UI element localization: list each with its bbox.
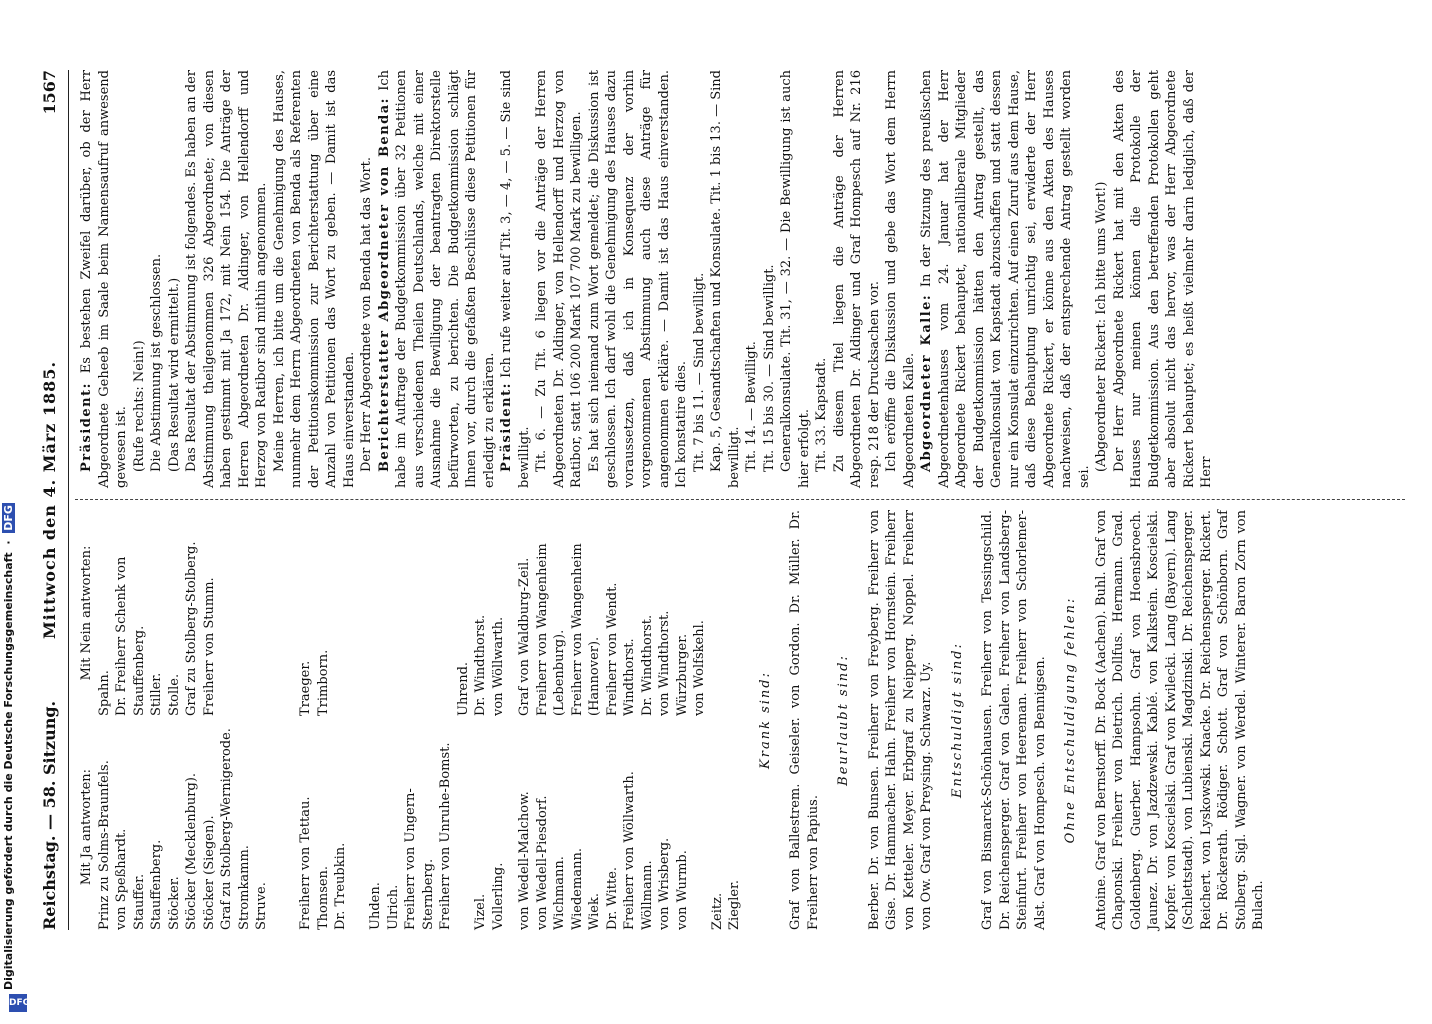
transcript-paragraph: [778, 70, 813, 488]
member-name: [218, 510, 236, 716]
member-name: [402, 510, 420, 716]
member-name: Stolle.: [166, 673, 182, 716]
leave-names: Berber. Dr. von Bunsen. Freiherr von Freyberg. Freiherr von Gise. Dr. Hammacher. Hahn. Freiherr von Hornstein. Freiherr von Ketteler. Meyer. Erbgraf zu Neipperg. Noppel. Freiherr von Ow. Graf von Preysing. Schwarz. Uy.: [866, 510, 934, 930]
member-name: Vizel.: [473, 893, 488, 930]
vote-list-c: [516, 510, 744, 930]
member-name: Uhrend.: [455, 661, 471, 716]
member-name: Stöcker (Siegen).: [201, 815, 217, 930]
leave-section: [835, 510, 936, 930]
member-name: Stiller.: [149, 672, 164, 716]
member-name: von Wurmb.: [674, 850, 690, 930]
member-name: Graf von Waldburg-Zeil.: [517, 557, 532, 716]
paragraph-text: Der Herr Abgeordnete Rickert hat mit den Akten des Hauses nur meinen können die Protokolle der Budgetkommission. Aus den betreffenden Protokollen geht aber absolut nicht das hervor, was der Herr Abgeordnete Rickert behauptet; es heißt vielmehr darin lediglich, daß der Herr: [1111, 70, 1214, 488]
member-name: Traeger.: [298, 660, 313, 716]
transcript-paragraph: [271, 70, 359, 488]
excused-section: [949, 510, 1050, 930]
member-name: Freiherr von Wöllwarth.: [622, 771, 637, 930]
footer-separator: ·: [2, 536, 15, 549]
page-number: 1567: [40, 70, 59, 115]
member-name: Dr. Windthorst.: [473, 614, 488, 716]
transcript-paragraph: [831, 70, 884, 488]
member-name: Trimborn.: [315, 649, 331, 716]
member-name: von Wolfskehl.: [692, 620, 707, 716]
yes-heading: Mit Ja antworten:: [79, 768, 94, 886]
member-name: Windthorst.: [622, 638, 637, 716]
member-name: Dr. Witte.: [604, 866, 620, 930]
yes-names-a: [96, 724, 271, 930]
no-names-c: [516, 510, 744, 716]
vote-list-a: [78, 510, 288, 930]
paragraph-text: Es bestehen Zweifel darüber, ob der Herr Abgeordnete Geheeb im Saale beim Namensaufruf anwesend gewesen ist.: [79, 70, 129, 488]
member-name: Stauffenberg.: [149, 839, 164, 930]
member-name: Vollerling.: [490, 862, 506, 930]
footer-bar: [6, 994, 1000, 1024]
paragraph-text: Das Resultat der Abstimmung ist folgendes. Es haben an der Abstimmung theilgenommen 326 Abgeordnete; von diesen haben gestimmt mit Ja 172, mit Nein 154. Die Anträge der Herren Abgeordneten Dr. Aldinger, von Hellendorff und Herzog von Ratibor sind mithin angenommen.: [184, 70, 269, 488]
member-name: Freiherr von Wendt.: [604, 582, 620, 716]
speaker-name: Präsident:: [499, 382, 514, 472]
yes-column-a: [78, 724, 288, 930]
member-name: Graf zu Stolberg-Stolberg.: [184, 541, 199, 716]
member-name: von Speßhardt.: [114, 828, 129, 930]
member-name: Freiherr von Ungern-Sternberg.: [403, 788, 436, 930]
speaker-name: Berichterstatter Abgeordneter von Benda:: [376, 97, 392, 472]
member-name: [271, 510, 289, 716]
member-name: Dr. Windthorst.: [639, 614, 655, 716]
transcript-paragraph: [78, 70, 131, 488]
member-name: Wichmann.: [552, 856, 567, 930]
transcript-paragraph: [533, 70, 586, 488]
member-name: Freiherr von Stumm.: [201, 577, 217, 716]
yes-names-c: [516, 724, 744, 930]
paragraph-text: Die Abstimmung ist geschlossen.: [149, 253, 164, 472]
member-name: Stauffer.: [131, 873, 147, 930]
member-name: [691, 724, 709, 930]
paragraph-text: Zu diesem Titel liegen die Anträge der Herren Abgeordneten Dr. Aldinger und Graf Hompesch auf Nr. 216 resp. 218 der Drucksachen vor.: [831, 70, 882, 488]
member-name: Uhden.: [368, 882, 383, 930]
transcript-paragraph: [586, 70, 691, 488]
member-name: [350, 510, 368, 716]
member-name: [420, 510, 438, 716]
transcript-paragraph: [743, 70, 761, 488]
debate-transcript: [78, 70, 1216, 488]
paragraph-text: Tit. 33. Kapstadt.: [814, 357, 829, 472]
speaker-name: Abgeordneter Kalle:: [919, 293, 934, 472]
paragraph-text: Ich habe im Auftrage der Budgetkommission über 32 Petitionen aus verschiedenen Theilen Deutschlands, welche mit einer Ausnahme die Bewilligung der beantragten Direktorstelle befürworten, zu berichten. Die Budgetkommission schlägt Ihnen vor, durch die gefaßten Beschlüsse diese Petitionen für erledigt zu erklären.: [376, 70, 497, 488]
no-names-a: [96, 510, 289, 716]
sick-section: [757, 510, 823, 930]
paragraph-text: Tit. 7 bis 11. — Sind bewilligt.: [691, 272, 707, 472]
transcript-paragraph: [883, 70, 918, 488]
absent-heading: Ohne Entschuldigung fehlen:: [1063, 596, 1078, 844]
member-name: Freiherr von Unruhe-Bomst.: [438, 742, 453, 930]
leave-heading: Beurlaubt sind:: [836, 654, 851, 786]
header-rule: [68, 70, 69, 930]
column-divider: [75, 498, 1405, 500]
footer-text: Digitalisierung gefördert durch die Deutsche Forschungsgemeinschaft: [2, 552, 15, 990]
paragraph-text: Kap. 5, Gesandtschaften und Konsulate. Tit. 1 bis 13. — Sind bewilligt.: [709, 70, 742, 488]
member-name: [437, 510, 455, 716]
transcript-paragraph: [761, 70, 779, 488]
member-name: [385, 510, 403, 716]
member-name: [236, 510, 254, 716]
paragraph-text: Tit. 6. — Zu Tit. 6 liegen vor die Anträge der Herren Abgeordneten Dr. Aldinger, von Hellendorff und Herzog von Ratibor, statt 106 200 Mark 107 700 Mark zu bewilligen.: [534, 70, 584, 488]
paragraph-text: Generalkonsulate. Tit. 31, — 32. — Die Bewilligung ist auch hier erfolgt.: [779, 70, 812, 488]
paragraph-text: (Rufe rechts: Nein!): [131, 340, 147, 472]
member-name: von Wedell-Malchow.: [517, 791, 532, 930]
dfg-logo: DFG: [9, 994, 27, 1012]
member-name: Freiherr von Wangenheim (Hannover).: [569, 543, 602, 716]
paragraph-text: Ich eröffne die Diskussion und gebe das Wort dem Herrn Abgeordneten Kalle.: [884, 70, 917, 488]
sick-names: Graf von Ballestrem. Geiseler. von Gordon. Dr. Müller. Dr. Freiherr von Papius.: [788, 510, 821, 930]
member-name: Ulrich.: [385, 884, 401, 930]
member-name: von Wöllwarth.: [490, 616, 506, 716]
header-session: Reichstag. — 58. Sitzung.: [40, 700, 59, 930]
header-date: Mittwoch den 4. März 1885.: [40, 360, 59, 640]
transcript-paragraph: [376, 70, 499, 488]
transcript-paragraph: [131, 70, 149, 488]
transcript-paragraph: [918, 70, 1093, 488]
speaker-name: Präsident:: [79, 382, 94, 472]
transcript-paragraph: [1111, 70, 1216, 488]
member-name: Wiek.: [587, 893, 602, 930]
member-name: [332, 510, 350, 716]
transcript-paragraph: [358, 70, 376, 488]
sick-heading: Krank sind:: [757, 671, 773, 769]
vote-list-b: [297, 510, 507, 930]
transcript-paragraph: [148, 70, 166, 488]
paragraph-text: In der Sitzung des preußischen Abgeordnetenhauses vom 24. Januar hat der Herr Abgeordnete Rickert behauptet, nationalliberale Mitglieder der Budgetkommission hätten den Antrag gestellt, das Generalkonsulat von Kapstadt abzuschaffen und statt dessen nur ein Konsulat einzurichten. Auf einen Zuruf aus dem Hause, daß diese Behauptung unrichtig sei, erwiderte der Herr Abgeordnete Rickert, er könne aus den Akten des Hauses nachweisen, daß der entsprechende Antrag gestellt worden sei.: [919, 70, 1092, 488]
paragraph-text: Der Herr Abgeordnete von Benda hat das Wort.: [359, 157, 374, 472]
transcript-paragraph: [1093, 70, 1111, 488]
no-column-a: [78, 510, 288, 716]
member-name: Struve.: [254, 882, 269, 930]
no-names-b: [297, 510, 507, 716]
excused-heading: Entschuldigt sind:: [949, 642, 965, 799]
member-name: [350, 724, 368, 930]
member-name: von Wrisberg.: [657, 837, 672, 930]
member-name: Ziegler.: [727, 880, 742, 930]
transcript-paragraph: [498, 70, 533, 488]
footer-vertical: [2, 503, 15, 990]
member-name: Zeitz.: [709, 892, 725, 930]
paragraph-text: Meine Herren, ich bitte um die Genehmigung des Hauses, nunmehr dem Herrn Abgeordneten von Benda als Referenten der Petitionskommission zur Berichterstattung über eine Anzahl von Petitionen das Wort zu geben. — Damit ist das Haus einverstanden.: [271, 70, 357, 488]
absent-names: Antoine. Graf von Bernstorff. Dr. Bock (Aachen). Buhl. Graf von Chaponski. Freiherr von Dietrich. Dollfus. Hermann. Grad. Goldenberg. Guerber. Hampsohn. Graf von Hoensbroech. Jaunez. Dr. von Jazdzewski. Kablé. von Kalkstein. Koscielski. Kopfer. von Koscielski. Graf von Kwilecki. Lang (Bayern). Lang (Schlettstadt). von Lubienski. Magdzinski. Dr. Reichensperger. Reichert. von Lyskowski. Knacke. Dr. Reichensperger. Rickert. Dr. Röckerath. Rödiger. Schott. Graf von Schönborn. Graf Stolberg. Sigl. Wagner. von Werdel. Winterer. Baron Zorn von Bulach.: [1093, 510, 1266, 930]
paragraph-text: (Abgeordneter Rickert: Ich bitte ums Wort!): [1094, 181, 1109, 472]
member-name: Würzburger.: [674, 633, 690, 716]
member-name: Stromkamm.: [236, 845, 252, 930]
transcript-paragraph: [183, 70, 271, 488]
transcript-paragraph: [691, 70, 709, 488]
absent-section: [1062, 510, 1268, 930]
member-name: [455, 724, 473, 930]
left-column: [78, 510, 1268, 930]
member-name: Thomsen.: [315, 865, 331, 930]
excused-names: Graf von Bismarck-Schönhausen. Freiherr von Tessingschild. Dr. Reichensperger. Graf von Galen. Freiherr von Landsberg-Steinfurt. Freiherr von Heereman. Freiherr von Schorlemer-Alst. Graf von Hompesch. von Bennigsen.: [980, 510, 1048, 930]
page-header: [40, 70, 66, 930]
member-name: Prinz zu Solms-Braunfels.: [96, 760, 112, 930]
member-name: [253, 510, 271, 716]
paragraph-text: Ich rufe weiter auf Tit. 3, — 4, — 5. — Sie sind bewilligt.: [499, 70, 532, 488]
transcript-paragraph: [708, 70, 743, 488]
member-name: Dr. Treubkin.: [333, 842, 348, 930]
member-name: von Wedell-Piesdorf.: [534, 795, 550, 930]
member-name: Stöcker.: [166, 876, 182, 930]
yes-names-b: [297, 724, 507, 930]
transcript-paragraph: [813, 70, 831, 488]
member-name: Spahn.: [96, 670, 112, 716]
footer-logo: DFG: [2, 505, 15, 531]
member-name: Freiherr von Tettau.: [298, 796, 313, 930]
member-name: Wöllmann.: [639, 860, 655, 930]
member-name: [367, 510, 385, 716]
member-name: Dr. Freiherr Schenk von Stauffenberg.: [114, 556, 147, 716]
paragraph-text: Tit. 14. — Bewilligt.: [744, 341, 759, 472]
member-name: Stöcker (Mecklenburg).: [184, 772, 199, 930]
member-name: Wiedemann.: [569, 848, 585, 930]
right-column: [78, 70, 1216, 488]
paragraph-text: Tit. 15 bis 30. — Sind bewilligt.: [761, 264, 777, 472]
member-name: Graf zu Stolberg-Wernigerode.: [219, 728, 234, 930]
no-heading: Mit Nein antworten:: [79, 545, 94, 681]
member-name: von Windthorst.: [657, 610, 672, 716]
transcript-paragraph: [166, 70, 184, 488]
paragraph-text: Es hat sich niemand zum Wort gemeldet; die Diskussion ist geschlossen. Ich darf wohl die Genehmigung des Hauses dazu voraussetzen, daß ich in Konsequenz der vorhin vorgenommenen Abstimmung auch diese Anträge für angenommen erkläre. — Damit ist das Haus einverstanden. Ich konstatire dies.: [586, 70, 689, 488]
member-name: Freiherr von Wangenheim (Lebenburg).: [534, 543, 567, 716]
paragraph-text: (Das Resultat wird ermittelt.): [166, 277, 182, 472]
